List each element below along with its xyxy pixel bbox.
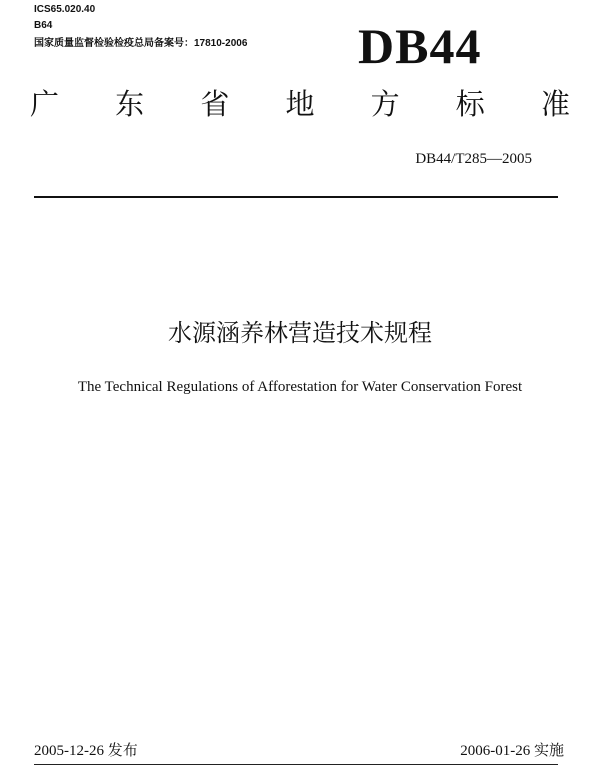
standard-type-char: 广: [30, 87, 60, 121]
issue-date: 2005-12-26 发布: [34, 743, 138, 759]
effective-date: 2006-01-26 实施: [460, 743, 564, 759]
classification-code: B64: [34, 20, 53, 31]
standard-type-char: 省: [200, 87, 230, 121]
standard-type-char: 标: [455, 87, 485, 121]
ics-code: ICS65.020.40: [34, 4, 96, 15]
standard-type-heading: [30, 84, 570, 124]
header-divider: [34, 196, 558, 198]
filing-number: 国家质量监督检验检疫总局备案号：17810-2006: [34, 38, 248, 49]
footer-divider: [34, 764, 558, 765]
standard-type-char: 地: [285, 87, 315, 121]
standard-code: DB44/T285—2005: [415, 151, 532, 167]
standard-type-char: 准: [540, 87, 570, 121]
standard-type-char: 东: [115, 87, 145, 121]
standard-mark: DB44: [358, 18, 482, 74]
document-title-english: The Technical Regulations of Afforestation for Water Conservation Forest: [77, 379, 523, 395]
document-title-chinese: 水源涵养林营造技术规程: [168, 319, 432, 347]
standard-type-char: 方: [370, 87, 400, 121]
